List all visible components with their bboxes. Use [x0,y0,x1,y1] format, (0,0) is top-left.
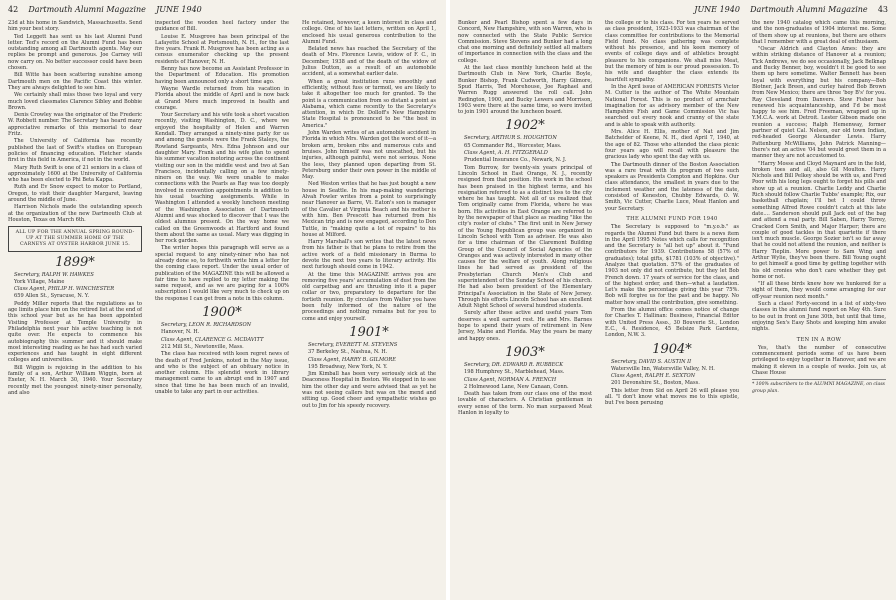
left-page-number: 42 [8,5,19,14]
right-page-title: Dartmouth Alumni Magazine [750,5,868,14]
paragraph: Ned Weston writes that he has just bought a new house in Seattle. In his map-making wanderings Alvah Fowler writes from a point to surprisingly near Hanover as Barre, Vt. Eaton's son is manager of the Cavalier at Virginia Beach and his mother is with him. Ben Prescott has returned from his Mexican trip and is now engaged, according to Don Tuttle, in "making quite a lot of repairs" to his house at Milford. [302,181,436,238]
paragraph: Mrs. Alice H. Ellis, mother of Nat and Jim Batchelder of Keene, N. H., died April 7, 1940, at the age of 82. Those who attended the class picnic four years ago will recall with pleasure the gracious lady who spent the day with us. [605,129,739,161]
class-secretary-address: York Village, Maine [14,278,65,285]
right-page [450,0,896,600]
paragraph: Your Secretary and his wife took a short vacation recently, visiting Washington, D. C., where we enjoyed the hospitality of Helen and Warren Kendall. They arranged a ninety-nine party for us and among the guests were the Frank Staleys, the Rowland Sargeants, Mrs. Edna Johnson and our daughter Mary. Frank and his wife plan to spend his summer vacation motoring across the continent visiting our son in the middle west and two at San Francisco, incidentally calling on a few ninety-niners on the way. We were unable to make connections with the Pearls as Ray was too deeply involved in convention appointments in addition to his usual teaching assignments. While in Washington I attended a weekly luncheon meeting of the Washington Association of Dartmouth Alumni and was shocked to discover that I was the oldest alumnus present. On the way home we called on the Greenwoods at Hartford and found them about the same as usual. Mary was digging in her rock garden. [155,112,289,245]
section-subheading: THE ALUMNI FUND FOR 1940 [626,215,718,222]
footnote: * 100% subscribers to the ALUMNI MAGAZINE, on class group plan. [752,379,886,395]
class-agent: Class Agent, NORMAN A. FRENCH [464,376,557,383]
class-secretary: Secretary, ARTHUR S. HOUGHTON [464,135,557,142]
paragraph: He retained, however, a keen interest in class and college. One of his last letters, written on April 1, enclosed his usual generous contribution to the Alumni Fund. [302,20,436,45]
paragraph: Bill Wiggin is rejoicing in the addition to his family of a son, Arthur William Wiggin, born at Exeter, N. H. March 30, 1940. Your Secretary recently met the youngest ninety-niner personally, and also [8,364,142,396]
class-secretary-address: 37 Berkeley St., Nashua, N. H. [308,349,388,356]
paragraph: Benny has now become an Assistant Professor in the Department of Education. His promotion having been announced only a short time ago. [155,66,289,85]
paragraph: Such a class! Forty-second in a list of sixty-two classes in the alumni fund report on May 4th. Sure to be out in front on June 30th, but until that time, enjoying Sex's Easy Shots and keeping him awake nights. [752,301,886,333]
paragraph: The University of California has recently published the last of Swift's studies on European policies of financing education. Fletcher stands first in this field in America, if not in the world. [8,138,142,164]
right-column-3 [752,20,886,596]
paragraph: Belated news has reached the Secretary of the death of Mrs. Florence Lewis, widow of F. C., in December, 1938 and of the death of the widow of Julius Dutton, as a result of an automobile accident, at a somewhat earlier date. [302,46,436,78]
paragraph: In the April issue of AMERICAN FORESTS Victor M. Cutter is the author of The White Mountain National Forest. This is no product of armchair imagination for as advisory member of the New Hampshire Fish and Game Commission Vic has searched out every nook and cranny of the state and is able to speak with authority. [605,83,739,128]
paragraph: Yes, that's the number of consecutive commencement periods some of us have been privileged to enjoy together in Hanover, and we are making it eleven in a couple of weeks. Join us, at Chase House [752,344,886,377]
paragraph: 23d at his home in Sandwich, Massachusetts. Send him your best story. [8,20,142,33]
paragraph: Wayne Wardle returned from his vacation in Florida about the middle of April and is now back at Grand Mere much improved in health and courage. [155,85,289,111]
paragraph: "Harry Mosse and Cloyd Maynard are in the fold, broken toes and all, also Gil Moulton. Harry Nichols and Bill Pelkey should be with us, and Fred Poor with his long legs ought to forget his pills and show up at a reunion. Charlie Leddy and Charlie Rich should follow Charlie Tubbs' example; Rix, our basketball chaplain; I'll bet I could throw something Alfred Rowe couldn't catch at this late date.... Sanderson should pull Jack out of the bag and attend a real party. Bill Saben, Harry Torrey, Cracked Corn Smith, and Major Harper; there are couple of good tackles in that quartette if there isn't much muscle. George Sozier isn't so far away that he could not attend the reunion, and neither is Harry Tieplin. More power to Sam Wing and Arthur Wylie, they've been there. Bill Young ought to get himself a good time by getting together with his old cronies who don't care whether they get home or not. [752,160,886,280]
paragraph: At the time this MAGAZINE arrives you are removing five years' accumulation of dust from the old carpetbag and are thrusting into it a paper collar or two, preparatory to departure for the fortieth reunion. By circulars from Walter you have been fully informed of the nature of the proceedings and nothing remains but for you to come and enjoy yourself. [302,271,436,322]
class-secretary-address: Hanover, N. H. [161,329,200,336]
paragraph: The Secretary is supposed to "m.y.o.b." as regards the Alumni Fund but there is a news item in the April 1995 Notes which calls for recognition and the Secretary is "all het up" about it. "Fund contributors for 1939. Contributions 58 (57% of graduates); total gifts, $1781 (103% of objective)." Analyze that quotation. 57% of the graduates of 1903 not only did not contribute, but they let Bob French down. 17 years of service for the class, and of the highest order, and then—what a laudation. Let's make the percentage giving this year 75%. Bob will forgive us for the past and be happy. No matter how small the contribution, give something. [605,224,739,306]
class-year-heading: 1899* [55,254,95,270]
paragraph: inspected the wooden heel factory under the guidance of Bill. [155,20,289,33]
class-agent: Class Agent, CLARENCE G. MCDAVITT [161,336,264,343]
paragraph: Ted Leggett has sent us his last Alumni Fund letter. Ted's record on the Alumni Fund has been outstanding among all Dartmouth agents. May our replies be prompt and generous. Joe Carney will now carry on. No better successor could have been chosen. [8,33,142,72]
class-agent-address: Prudential Insurance Co., Newark, N. J. [464,157,567,164]
paragraph: The class has received with keen regret news of the death of Fred Jenkins, noted in the May issue, and who is the subject of an obituary notice in another column. His splendid work in library management came to an abrupt end in 1907 and since that time he has been much of an invalid, unable to take any part in our activities. [155,351,289,396]
paragraph: Mary Ruth Swift is one of 21 seniors in a class of approximately 1600 at the University of California who has been elected to Phi Beta Kappa. [8,164,142,184]
section-subheading: TEN IN A ROW [796,336,842,343]
left-column-3 [302,20,436,596]
class-year-heading: 1900* [202,305,242,321]
left-page-title: Dartmouth Alumni Magazine [28,5,146,14]
left-column-1 [8,20,142,596]
class-agent-address: 212 Mill St., Newtonville, Mass. [161,343,244,350]
class-year-heading: 1902* [505,118,545,134]
left-page-header [8,4,202,16]
paragraph: Harrison Nichols made the outstanding speech at the organization of the new Dartmouth Club at Houston, Texas on March 6th. [8,204,142,223]
paragraph: The Dartmouth dinner of the Boston Association was a rare treat with its program of two such speakers as Presidents Compton and Hopkins. Our class attendance, the smallest in years due to the inclement weather and the lateness of the date, consisted of Keneston, Chubby Edwards, O. W. Smith, Vic Cutter, Charlie Luce, Meat Hanlon and your Secretary. [605,161,739,212]
left-page-date: JUNE 1940 [156,5,202,14]
paragraph: The writer hopes this paragraph will serve as a special request to any ninety-niner who has not already done so, to forthwith write him a letter for the coming class report. Under the usual order of publication of the MAGAZINE this will be allowed a fair time to have replied to my letter making the same request, and as we are paying for a 100% subscription I would like very much to check up on the response I can get from a note in this column. [155,245,289,302]
paragraph: This letter from Sid on April 26 will please you all. "I don't know what moves me to this epistle, but I've been perusing [605,387,739,407]
class-agent-address: 201 Devonshire St., Boston, Mass. [611,380,700,387]
paragraph: the new 1940 catalog which came this morning, and the non-graduates of 1904 interest me. Some of them show up at reunions, but there are others that I remember with a great deal of enthusiasm. [752,20,886,45]
right-page-date: JUNE 1940 [694,5,740,14]
class-agent: Class Agent, A. H. FITZGERALD [464,150,548,157]
paragraph: Surely after these active and useful years Tom deserves a well earned rest. He and Mrs. Barnes hope to spend their years of retirement in New Jersey, Maine and Florida. May the years be many and happy ones. [458,310,592,342]
paragraph: Harry Marshall's son writes that the latest news from his father is that he plans to retire from the active work of a field missionary in Burma to devote the next two years to literary activity. His next furlough should come in 1942. [302,239,436,271]
paragraph: At the last class monthly luncheon held at the Dartmouth Club in New York, Charlie Boyle, Bunker Bishop, Frank Cudworth, Harry Gilmore, Spud Harris, Ted Morehouse, Joe Raphael and Warren Rugg answered the roll call. John Redington, 1900, and Bucky Lewers and Morrison, 1903 were there at the same time, so were invited to join 1901 around the luncheon board. [458,65,592,116]
left-page [0,0,446,600]
paragraph: When a great institution runs smoothly and efficiently, without fuss or turmoil, we are likely to take it altogether too much for granted. To the point is a communication from so distant a point as Alabama, which came recently to the Secretary's attention, in which Dr. Dolloff's New Hampshire State Hospital is pronounced to be "the best in America." [302,78,436,129]
class-secretary-address: 198 Humphrey St., Marblehead, Mass. [464,369,565,376]
class-agent: Class Agent, PHILIP H. WINCHESTER [14,286,115,293]
class-year-heading: 1904* [652,341,692,357]
paragraph: "If all these birds knew how we hunkered for a sight of them, they would come arranging for our off-year reunion next month." [752,281,886,300]
paragraph: We certainly shall miss those two loyal and very much loved classmates Clarence Sibley and Bobbie Brown. [8,92,142,111]
paragraph: the college or to his class. For ten years he served as class president, 1923-1933 was chairman of the class committee for contributions to the Memorial Field fund. No class gathering was complete without his presence, and his keen memory of events of college days and of athletics brought pleasure to his companions. We shall miss Meat, but the memory of him is our proud possession. To his wife and daughter the class extends its heartfelt sympathy. [605,20,739,83]
paragraph: Death has taken from our class one of the most lovable of characters. A Christian gentleman in every sense of the term. No man surpassed Meat Hanlon in loyalty to [458,391,592,417]
class-secretary: Secretary, DR. EDWARD R. RUBBECK [464,361,564,368]
class-year-heading: 1903* [505,344,545,360]
paragraph: Bill Witte has been scattering sunshine among Dartmouth men on the Pacific Coast this winter. They are always delighted to see him. [8,72,142,91]
paragraph: From the alumni office comes notice of change for Charles T. Hallinan: Business, Financial Editor with United Press Asso., 30 Bouverie St., London E.C., 4. Residence, 45 Belsize Park Gardens, London, N.W. 3. [605,307,739,339]
class-secretary-address: Watersville Inn, Watersville Valley, N. H. [611,365,715,372]
class-secretary: Secretary, EVERETT M. STEVENS [308,341,398,348]
reunion-notice-box: ALL UP FOR THE ANNUAL SPRING ROUND-UP AT THE SUMMER HOME OF THE CARNEYS AT OYSTER HARBOR JUNE 15. [8,226,142,251]
class-agent-address: 659 Allen St., Syracuse, N. Y. [14,293,90,300]
left-column-2 [155,20,289,596]
class-secretary: Secretary, DAVID S. AUSTIN II [611,358,692,365]
paragraph: "Oscar Aldrich and Clayton Ames: they are within striking distance of Hanover at a reunion; Tick Andrews, we do see occasionally, Jack Belknap and Bucky Benner, boy, wouldn't it be good to see them up here sometime. Walter Bennett has been loyal with everything but his company—Bob Blotner, Jack Breen, and curley haired Bob Brown from New Mexico; there are three 'boy B's' for you. Ray Cleveland from Danvers. Stew Fisher has renewed his acquaintanceship, and I'd be most happy to see him. Fred Freeman, wrapped up in Y.M.C.A. work at Detroit. Lester Gibson made one reunion a success; Ralph Hemenway, former partner of quiet Cal. Nelson, our old town Indian, red-headed George Alexander Lewis. Harry Pattenburg McWilliams, John Patrick Manning—there's not an active '04 but would greet them in a manner they are not accustomed to. [752,46,886,160]
paragraph: Peddy Miller reports that the regulations as to age limits place him on the retired list at the end of this school year but as he has been appointed Visiting Professor at Temple University in Philadelphia next year his active teaching is not quite over. He expects to commence his autobiography this summer and it should make most interesting reading as he has had such varied experiences and has taught in eight different colleges and universities. [8,300,142,364]
class-agent: Class Agent, HARRY B. GILMORE [308,356,396,363]
right-page-header [694,4,888,16]
class-agent-address: 2 Holmewood Lane, New Canaan, Conn. [464,383,569,390]
class-agent: Class Agent, RALPH E. SEXTON [611,373,696,380]
paragraph: Louise E. Musgrove has been principal of the Lafayette School at Portsmouth, N. H., for the last five years. Frank R. Musgrove has been acting as a census enumerator checking up the present residents of Hanover, N. H. [155,33,289,65]
paragraph: Ruth and Ev Snow expect to motor to Portland, Oregon, to visit their daughter Margaret, leaving around the middle of June. [8,184,142,204]
class-agent-address: 195 Broadway, New York, N. Y. [308,363,388,370]
class-secretary: Secretary, RALPH W. HAWKES [14,271,94,278]
paragraph: Jim Kimball has been very seriously sick at the Deaconess Hospital in Boston. We stopped in to see him the other day and were advised that as yet he was not seeing callers but was on the mend and sitting up. Good cheer and sympathetic wishes go out to Jim for his speedy recovery. [302,371,436,409]
class-secretary: Secretary, LEON R. RICHARDSON [161,322,252,329]
paragraph: Denis Crowley was the originator of the Frederic W. Robbett number. The Secretary has heard many appreciative remarks of this memorial to dear Fritz. [8,112,142,138]
class-year-heading: 1901* [349,324,389,340]
right-column-2 [605,20,739,596]
class-secretary-address: 65 Commander Rd., Worcester, Mass. [464,142,562,149]
paragraph: John Warden writes of an automobile accident in Florida in which Mrs. Warden got the worst of it—a broken arm, broken ribs and numerous cuts and bruises. John himself was not unscathed, but his injuries, although painful, were not serious. None the less, they planned upon departing from St. Petersburg under their own power in the middle of May. [302,130,436,181]
paragraph: Tom Burrow, for twenty-six years principal of Lincoln School in East Orange, N. J., recently resigned from that position. His work in the school has been praised in the highest terms, and his resignation referred to as a distinct loss to the city where he has taught. Not all of us realized that Tom originally came from Florida, where he was born. His activities in East Orange are referred to by the newspaper of that place as reading "like the city's roster of clubs." The first unit in New Jersey of the Young Republican group was organized in Lincoln School with Tom as adviser. He was also for a time chairman of the Claremont Building Group of the Council of Social Agencies of the Oranges and was actively interested in many other causes for the welfare of youth. Along religious lines he had served as president of the Presbyterian Church Men's Club and superintendent of the Sunday School of his church. He had also been president of the Elementary Principal's Association in the State of New Jersey. Through his efforts Lincoln School has an excellent Adult Night School of several hundred students. [458,164,592,310]
right-page-number: 43 [877,5,888,14]
paragraph: Bunker and Pearl Bishop spent a few days in Concord, New Hampshire, with son Warren, who is now connected with the State Public Service Commission. Steve Stevens and Bunker had a long chat one morning and definitely settled all matters of importance in connection with the class and the college. [458,20,592,64]
right-column-1 [458,20,592,596]
